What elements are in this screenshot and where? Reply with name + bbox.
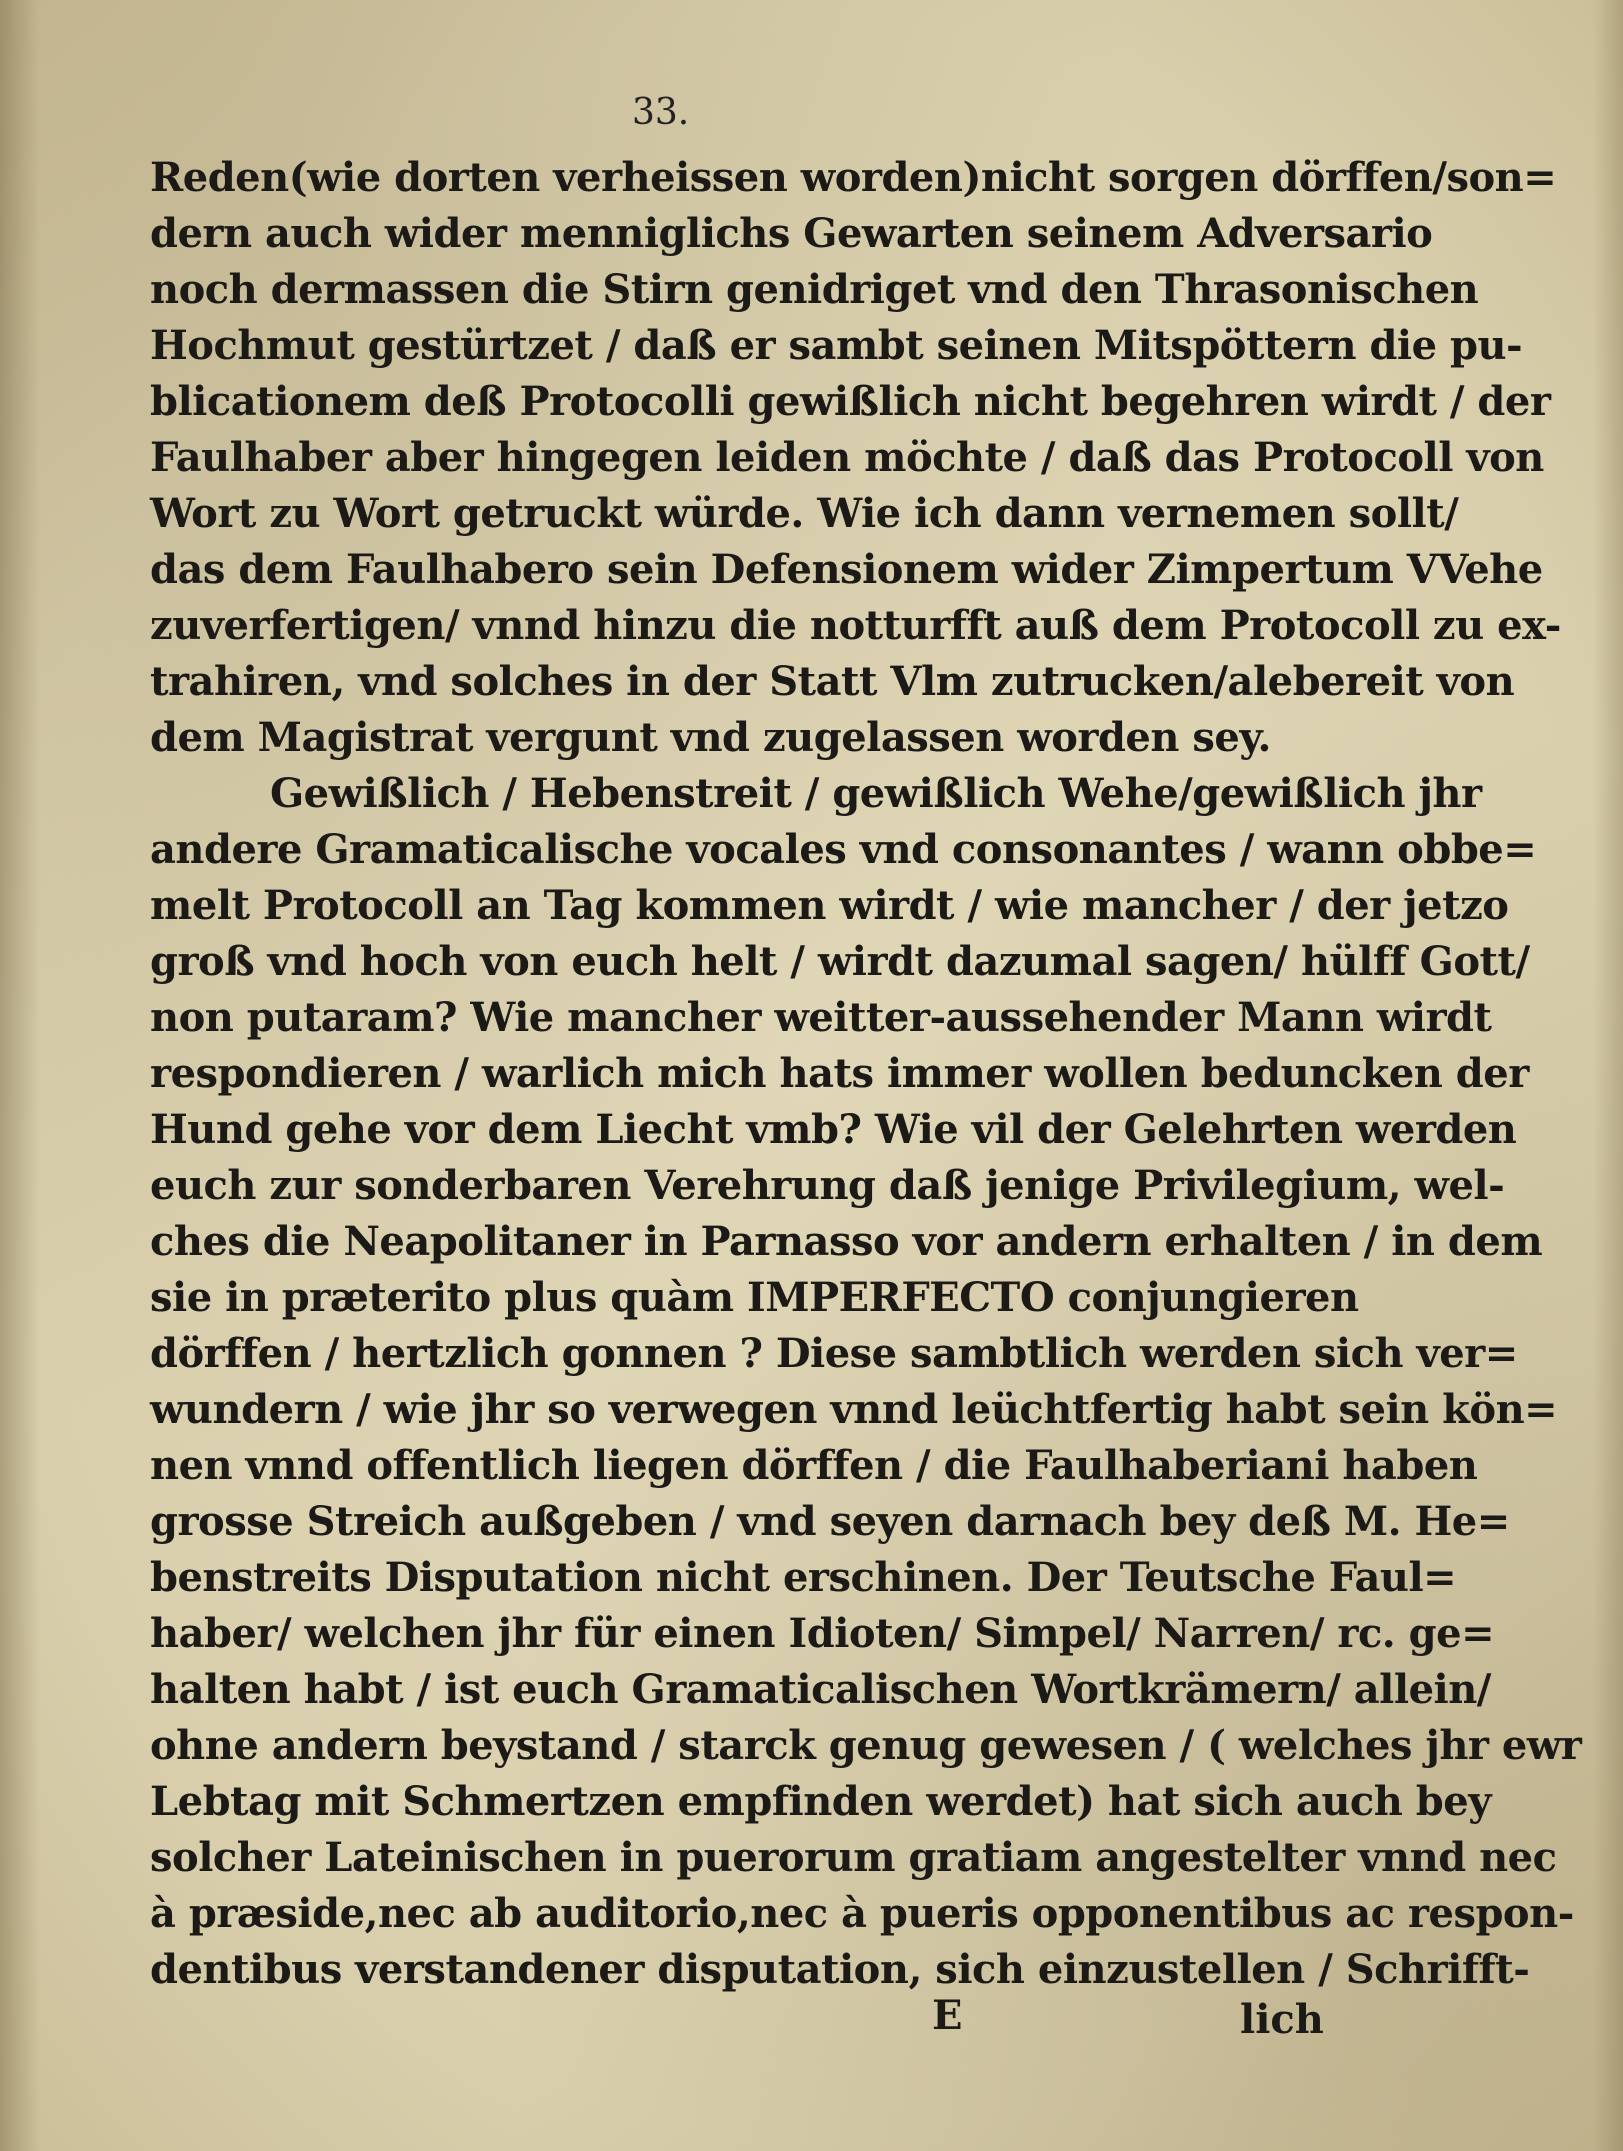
text-line: trahiren, vnd solches in der Statt Vlm zutrucken/alebereit von: [150, 658, 1515, 705]
text-line-paragraph-end: dem Magistrat vergunt vnd zugelassen worden sey.: [150, 714, 1271, 761]
text-line: ches die Neapolitaner in Parnasso vor andern erhalten / in dem: [150, 1218, 1543, 1265]
text-line: noch dermassen die Stirn genidriget vnd den Thrasonischen: [150, 266, 1479, 313]
text-line: wundern / wie jhr so verwegen vnnd leüchtfertig habt sein kön=: [150, 1386, 1558, 1433]
text-line: groß vnd hoch von euch helt / wirdt dazumal sagen/ hülff Gott/: [150, 938, 1530, 985]
text-line: Lebtag mit Schmertzen empfinden werdet) hat sich auch bey: [150, 1778, 1491, 1825]
text-line: melt Protocoll an Tag kommen wirdt / wie mancher / der jetzo: [150, 882, 1509, 929]
text-line: haber/ welchen jhr für einen Idioten/ Simpel/ Narren/ rc. ge=: [150, 1610, 1495, 1657]
text-line: ohne andern beystand / starck genug gewesen / ( welches jhr ewr: [150, 1722, 1582, 1769]
body-text: [150, 150, 1582, 1998]
text-line: euch zur sonderbaren Verehrung daß jenige Privilegium, wel-: [150, 1162, 1505, 1209]
text-line: dörffen / hertzlich gonnen ? Diese sambtlich werden sich ver=: [150, 1330, 1518, 1377]
text-line: Wort zu Wort getruckt würde. Wie ich dann vernemen sollt/: [150, 490, 1459, 537]
text-line: benstreits Disputation nicht erschinen. Der Teutsche Faul=: [150, 1554, 1457, 1601]
page-number: 33.: [632, 92, 690, 133]
text-line: dentibus verstandener disputation, sich einzustellen / Schrifft-: [150, 1946, 1530, 1993]
signature-mark: E: [932, 1992, 963, 2039]
text-line: à præside,nec ab auditorio,nec à pueris opponentibus ac respon-: [150, 1890, 1574, 1937]
text-line: halten habt / ist euch Gramaticalischen Wortkrämern/ allein/: [150, 1666, 1491, 1713]
text-line: zuverfertigen/ vnnd hinzu die notturfft auß dem Protocoll zu ex-: [150, 602, 1561, 649]
text-line: grosse Streich außgeben / vnd seyen darnach bey deß M. He=: [150, 1498, 1510, 1545]
text-line: nen vnnd offentlich liegen dörffen / die Faulhaberiani haben: [150, 1442, 1478, 1489]
text-line-paragraph-start: Gewißlich / Hebenstreit / gewißlich Wehe/gewißlich jhr: [270, 770, 1482, 817]
text-line: Faulhaber aber hingegen leiden möchte / daß das Protocoll von: [150, 434, 1544, 481]
catchword: lich: [1240, 1996, 1324, 2043]
text-line: non putaram? Wie mancher weitter-aussehender Mann wirdt: [150, 994, 1492, 1041]
text-line: blicationem deß Protocolli gewißlich nicht begehren wirdt / der: [150, 378, 1551, 425]
text-line: Reden(wie dorten verheissen worden)nicht sorgen dörffen/son=: [150, 154, 1557, 201]
text-line: das dem Faulhabero sein Defensionem wider Zimpertum VVehe: [150, 546, 1543, 593]
text-line: Hund gehe vor dem Liecht vmb? Wie vil der Gelehrten werden: [150, 1106, 1517, 1153]
text-line: respondieren / warlich mich hats immer wollen beduncken der: [150, 1050, 1529, 1097]
text-line: solcher Lateinischen in puerorum gratiam angestelter vnnd nec: [150, 1834, 1557, 1881]
text-line: Hochmut gestürtzet / daß er sambt seinen Mitspöttern die pu-: [150, 322, 1523, 369]
text-line: dern auch wider menniglichs Gewarten seinem Adversario: [150, 210, 1433, 257]
text-line: andere Gramaticalische vocales vnd consonantes / wann obbe=: [150, 826, 1537, 873]
page-edge-shadow-left: [0, 0, 40, 2151]
text-line: sie in præterito plus quàm IMPERFECTO conjungieren: [150, 1274, 1359, 1321]
page-edge-shadow-right: [1593, 0, 1623, 2151]
